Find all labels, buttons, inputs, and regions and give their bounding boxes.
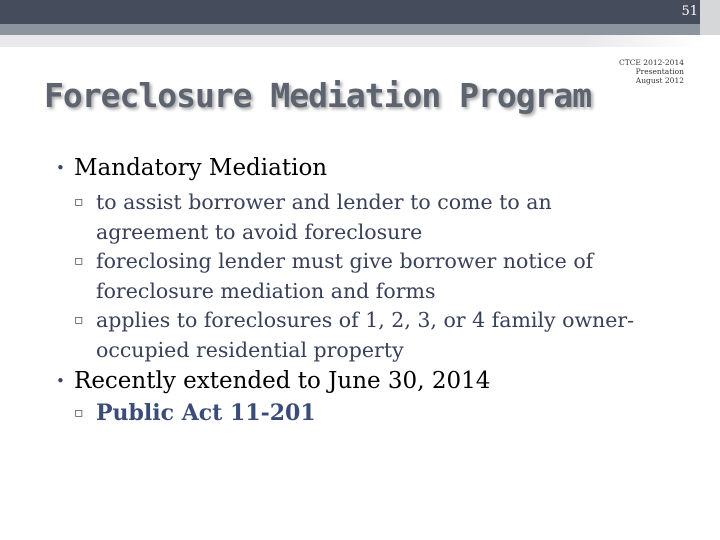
slide-title: Foreclosure Mediation Program — [44, 76, 592, 115]
slide-number: 51 — [681, 4, 698, 19]
bullet-icon: • — [56, 159, 65, 177]
bullet-text: Mandatory Mediation — [74, 155, 328, 181]
bullet-item — [56, 153, 328, 183]
sub-bullet-item — [74, 398, 316, 428]
sub-bullet-item — [74, 187, 552, 247]
sub-bullet-line: applies to foreclosures of 1, 2, 3, or 4 family owner- — [96, 308, 635, 332]
sub-bullet-line: occupied residential property — [96, 338, 404, 362]
sub-bullet-line: to assist borrower and lender to come to an — [96, 190, 552, 214]
sub-bullet-icon: ▫ — [74, 312, 84, 328]
bullet-text: Recently extended to June 30, 2014 — [74, 368, 491, 394]
sub-bullet-line: foreclosure mediation and forms — [96, 279, 436, 303]
note-line: August 2012 — [635, 76, 684, 85]
bullet-item — [56, 366, 491, 396]
public-act-reference: Public Act 11-201 — [96, 400, 316, 426]
sub-bullet-line: agreement to avoid foreclosure — [96, 220, 423, 244]
sub-bullet-line: foreclosing lender must give borrower notice of — [96, 249, 594, 273]
sub-bullet-icon: ▫ — [74, 405, 84, 421]
sub-bullet-icon: ▫ — [74, 253, 84, 269]
note-line: CTCE 2012-2014 — [618, 58, 684, 67]
sub-bullet-item — [74, 305, 635, 365]
sub-bullet-icon: ▫ — [74, 194, 84, 210]
note-line: Presentation — [635, 67, 684, 76]
sub-bullet-item — [74, 246, 594, 306]
bullet-icon: • — [56, 372, 65, 390]
